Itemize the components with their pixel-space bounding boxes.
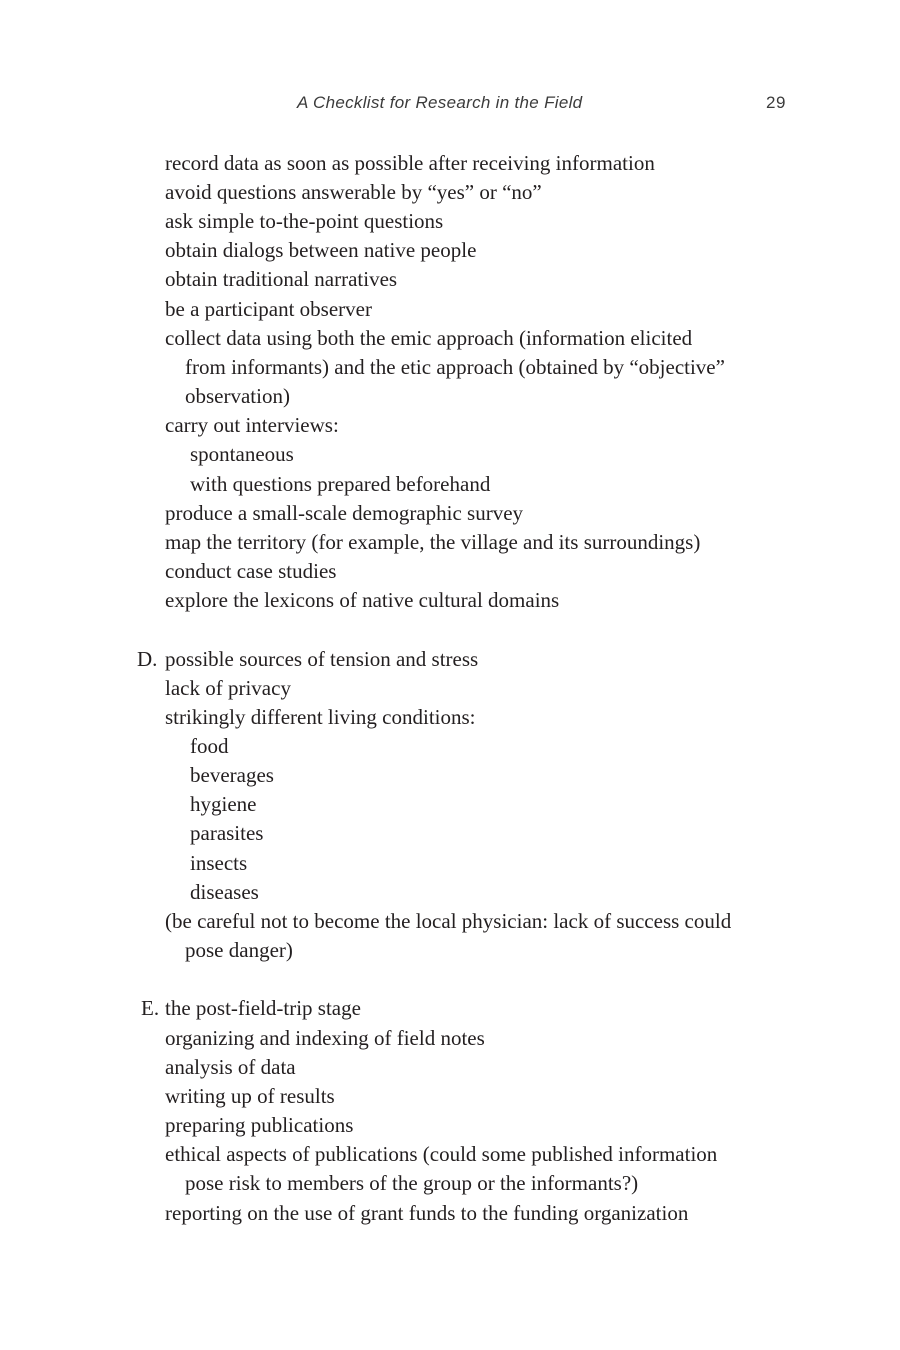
list-item: conduct case studies bbox=[165, 559, 337, 583]
list-item-continuation: observation) bbox=[185, 384, 290, 408]
list-item-continuation: pose danger) bbox=[185, 938, 293, 962]
list-item: writing up of results bbox=[165, 1084, 335, 1108]
list-item: collect data using both the emic approach (information elicited bbox=[165, 326, 693, 350]
sub-list-item: diseases bbox=[190, 880, 259, 904]
section-marker: D. bbox=[137, 647, 158, 671]
list-item: preparing publications bbox=[165, 1113, 354, 1137]
sub-list-item: spontaneous bbox=[190, 442, 294, 466]
list-item: explore the lexicons of native cultural domains bbox=[165, 588, 560, 612]
list-item-continuation: pose risk to members of the group or the informants?) bbox=[185, 1171, 639, 1195]
list-item: lack of privacy bbox=[165, 676, 291, 700]
list-item: analysis of data bbox=[165, 1055, 296, 1079]
sub-list-item: with questions prepared beforehand bbox=[190, 472, 491, 496]
list-item: be a participant observer bbox=[165, 297, 372, 321]
sub-list-item: food bbox=[190, 734, 229, 758]
sub-list-item: insects bbox=[190, 851, 248, 875]
list-item-continuation: from informants) and the etic approach (obtained by “objective” bbox=[185, 355, 725, 379]
page-number: 29 bbox=[766, 93, 786, 112]
section-marker: E. bbox=[141, 996, 160, 1020]
list-item: ask simple to-the-point questions bbox=[165, 209, 444, 233]
list-item: obtain traditional narratives bbox=[165, 267, 398, 291]
section-heading: the post-field-trip stage bbox=[165, 996, 361, 1020]
sub-list-item: beverages bbox=[190, 763, 274, 787]
list-item: ethical aspects of publications (could some published information bbox=[165, 1142, 718, 1166]
list-item: record data as soon as possible after receiving information bbox=[165, 151, 655, 175]
list-item: produce a small-scale demographic survey bbox=[165, 501, 524, 525]
section-heading: possible sources of tension and stress bbox=[165, 647, 479, 671]
list-item: reporting on the use of grant funds to the funding organization bbox=[165, 1201, 689, 1225]
list-item: strikingly different living conditions: bbox=[165, 705, 476, 729]
list-item: avoid questions answerable by “yes” or “no” bbox=[165, 180, 542, 204]
list-item: carry out interviews: bbox=[165, 413, 339, 437]
list-item: map the territory (for example, the village and its surroundings) bbox=[165, 530, 701, 554]
list-item: obtain dialogs between native people bbox=[165, 238, 477, 262]
running-title: A Checklist for Research in the Field bbox=[297, 93, 583, 112]
sub-list-item: hygiene bbox=[190, 792, 257, 816]
list-item: (be careful not to become the local physician: lack of success could bbox=[165, 909, 732, 933]
list-item: organizing and indexing of field notes bbox=[165, 1026, 485, 1050]
sub-list-item: parasites bbox=[190, 821, 264, 845]
running-head bbox=[0, 93, 900, 117]
